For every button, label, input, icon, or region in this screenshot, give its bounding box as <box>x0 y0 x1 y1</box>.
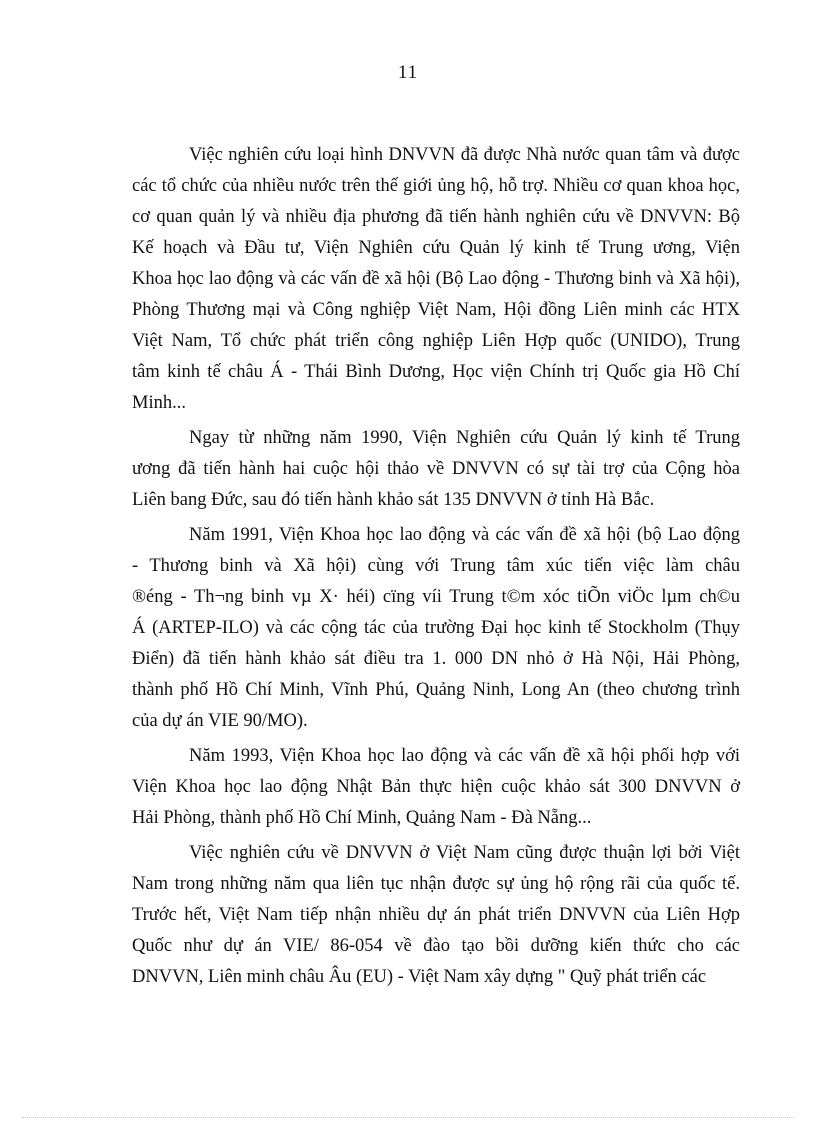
text-line: Minh... <box>132 393 186 413</box>
text-line: Năm 1993, Viện Khoa học lao động và các vấn đề xã hội phối hợp với <box>189 746 740 766</box>
text-line: Việc nghiên cứu về DNVVN ở Việt Nam cũng được thuận lợi bởi Việt <box>189 843 740 863</box>
text-line: Á (ARTEP-ILO) và các cộng tác của trường Đại học kinh tế Stockholm (Thụy <box>132 618 740 638</box>
text-line: của dự án VIE 90/MO). <box>132 711 308 731</box>
paragraph-research-overview <box>132 140 740 419</box>
text-line-garbled: ®éng - Th¬ng binh vµ X· héi) cïng víi Trung t©m xóc tiÕn viÖc lµm ch©u <box>132 587 740 607</box>
text-line: Kế hoạch và Đầu tư, Viện Nghiên cứu Quản lý kinh tế Trung ương, Viện <box>132 238 740 258</box>
text-line: Việc nghiên cứu loại hình DNVVN đã được Nhà nước quan tâm và được <box>189 145 740 165</box>
text-line: Nam trong những năm qua liên tục nhận được sự ủng hộ rộng rãi của quốc tế. <box>132 874 740 894</box>
text-line: Việt Nam, Tổ chức phát triển công nghiệp Liên Hợp quốc (UNIDO), Trung <box>132 331 740 351</box>
text-line: - Thương binh và Xã hội) cùng với Trung tâm xúc tiến việc làm châu <box>132 556 740 576</box>
text-line: Trước hết, Việt Nam tiếp nhận nhiều dự án phát triển DNVVN của Liên Hợp <box>132 905 740 925</box>
paragraph-1990 <box>132 423 740 516</box>
paragraph-1991 <box>132 520 740 737</box>
text-line: Ngay từ những năm 1990, Viện Nghiên cứu Quản lý kinh tế Trung <box>189 428 740 448</box>
footer-divider <box>22 1117 794 1118</box>
paragraph-international-support <box>132 838 740 993</box>
text-line: cơ quan quản lý và nhiều địa phương đã tiến hành nghiên cứu về DNVVN: Bộ <box>132 207 740 227</box>
paragraph-1993 <box>132 741 740 834</box>
text-line: Khoa học lao động và các vấn đề xã hội (Bộ Lao động - Thương binh và Xã hội), <box>132 269 740 289</box>
document-body <box>132 140 740 997</box>
text-line: DNVVN, Liên minh châu Âu (EU) - Việt Nam xây dựng " Quỹ phát triển các <box>132 967 707 987</box>
page-number: 11 <box>397 62 419 83</box>
text-line: các tổ chức của nhiều nước trên thế giới ủng hộ, hỗ trợ. Nhiều cơ quan khoa học, <box>132 176 740 196</box>
text-line: Phòng Thương mại và Công nghiệp Việt Nam, Hội đồng Liên minh các HTX <box>132 300 740 320</box>
text-line: Hải Phòng, thành phố Hồ Chí Minh, Quảng Nam - Đà Nẵng... <box>132 808 592 828</box>
text-line: Quốc như dự án VIE/ 86-054 về đào tạo bồi dưỡng kiến thức cho các <box>132 936 740 956</box>
text-line: Viện Khoa học lao động Nhật Bản thực hiện cuộc khảo sát 300 DNVVN ở <box>132 777 740 797</box>
text-line: Điển) đã tiến hành khảo sát điều tra 1. 000 DN nhỏ ở Hà Nội, Hải Phòng, <box>132 649 740 669</box>
text-line: ương đã tiến hành hai cuộc hội thảo về DNVVN có sự tài trợ của Cộng hòa <box>132 459 740 479</box>
text-line: Năm 1991, Viện Khoa học lao động và các vấn đề xã hội (bộ Lao động <box>189 525 740 545</box>
text-line: Liên bang Đức, sau đó tiến hành khảo sát 135 DNVVN ở tỉnh Hà Bắc. <box>132 490 655 510</box>
text-line: tâm kinh tế châu Á - Thái Bình Dương, Học viện Chính trị Quốc gia Hồ Chí <box>132 362 740 382</box>
text-line: thành phố Hồ Chí Minh, Vĩnh Phú, Quảng Ninh, Long An (theo chương trình <box>132 680 740 700</box>
